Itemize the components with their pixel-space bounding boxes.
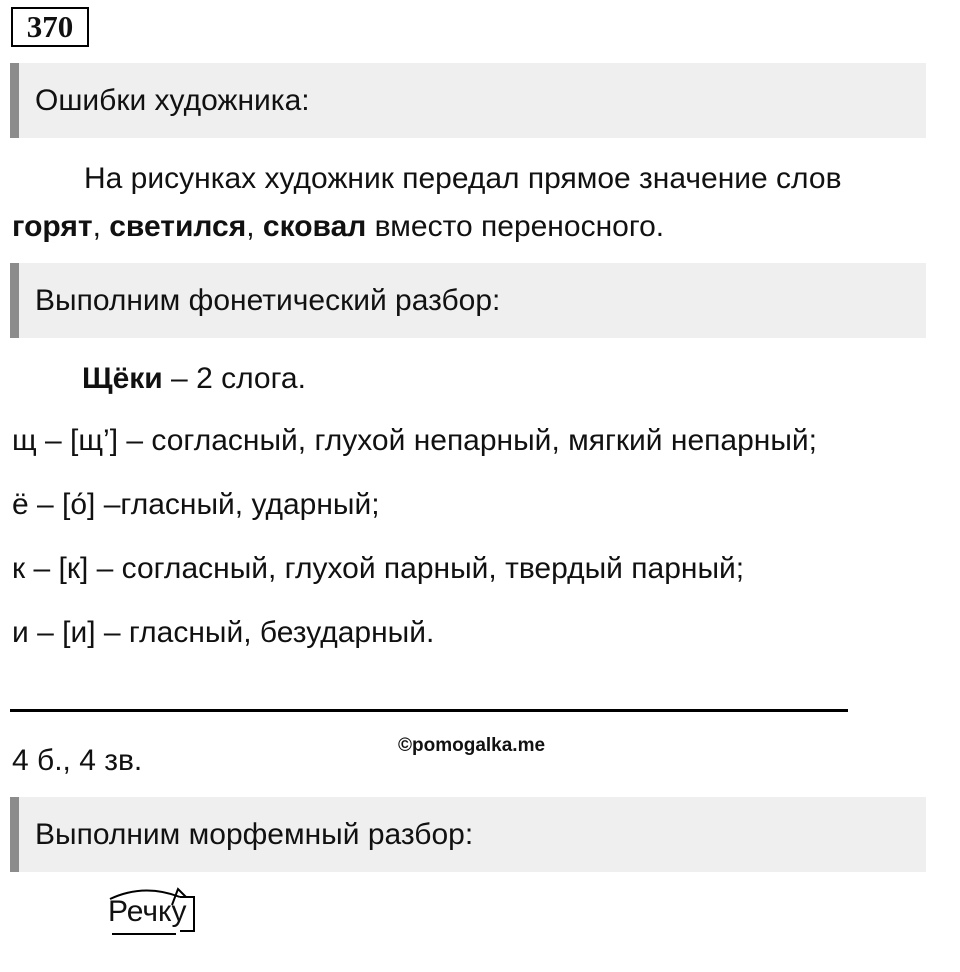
phonetic-word: Щёки bbox=[82, 362, 163, 395]
section-heading-morpheme: Выполним морфемный разбор: bbox=[10, 797, 926, 872]
paragraph-line-1: На рисунках художник передал прямое значение слов bbox=[84, 162, 842, 195]
phonetic-line-4: и – [и] – гласный, безударный. bbox=[12, 616, 435, 649]
word-goryat: горят bbox=[12, 210, 93, 243]
divider bbox=[10, 709, 848, 712]
word-skoval: сковал bbox=[262, 210, 367, 243]
phonetic-line-1: щ – [щ’] – согласный, глухой непарный, мягкий непарный; bbox=[12, 424, 817, 457]
separator: , bbox=[92, 210, 110, 243]
word-svetilsya: светился bbox=[109, 210, 247, 243]
phonetic-line-3: к – [к] – согласный, глухой парный, твердый парный; bbox=[12, 552, 745, 585]
phonetic-word-line bbox=[82, 362, 306, 396]
separator: , bbox=[246, 210, 263, 243]
paragraph-line-2 bbox=[12, 210, 664, 244]
morpheme-word: Речку bbox=[108, 895, 187, 928]
morpheme-diagram bbox=[108, 885, 208, 945]
watermark: ©pomogalka.me bbox=[398, 735, 546, 756]
task-number: 370 bbox=[11, 7, 89, 47]
paragraph-tail: вместо переносного. bbox=[366, 210, 665, 243]
section-heading-errors: Ошибки художника: bbox=[10, 63, 926, 138]
phonetic-summary: 4 б., 4 зв. bbox=[12, 744, 143, 777]
syllable-count: – 2 слога. bbox=[162, 362, 306, 395]
phonetic-line-2: ё – [о́] –гласный, ударный; bbox=[12, 488, 380, 521]
section-heading-phonetic: Выполним фонетический разбор: bbox=[10, 263, 926, 338]
